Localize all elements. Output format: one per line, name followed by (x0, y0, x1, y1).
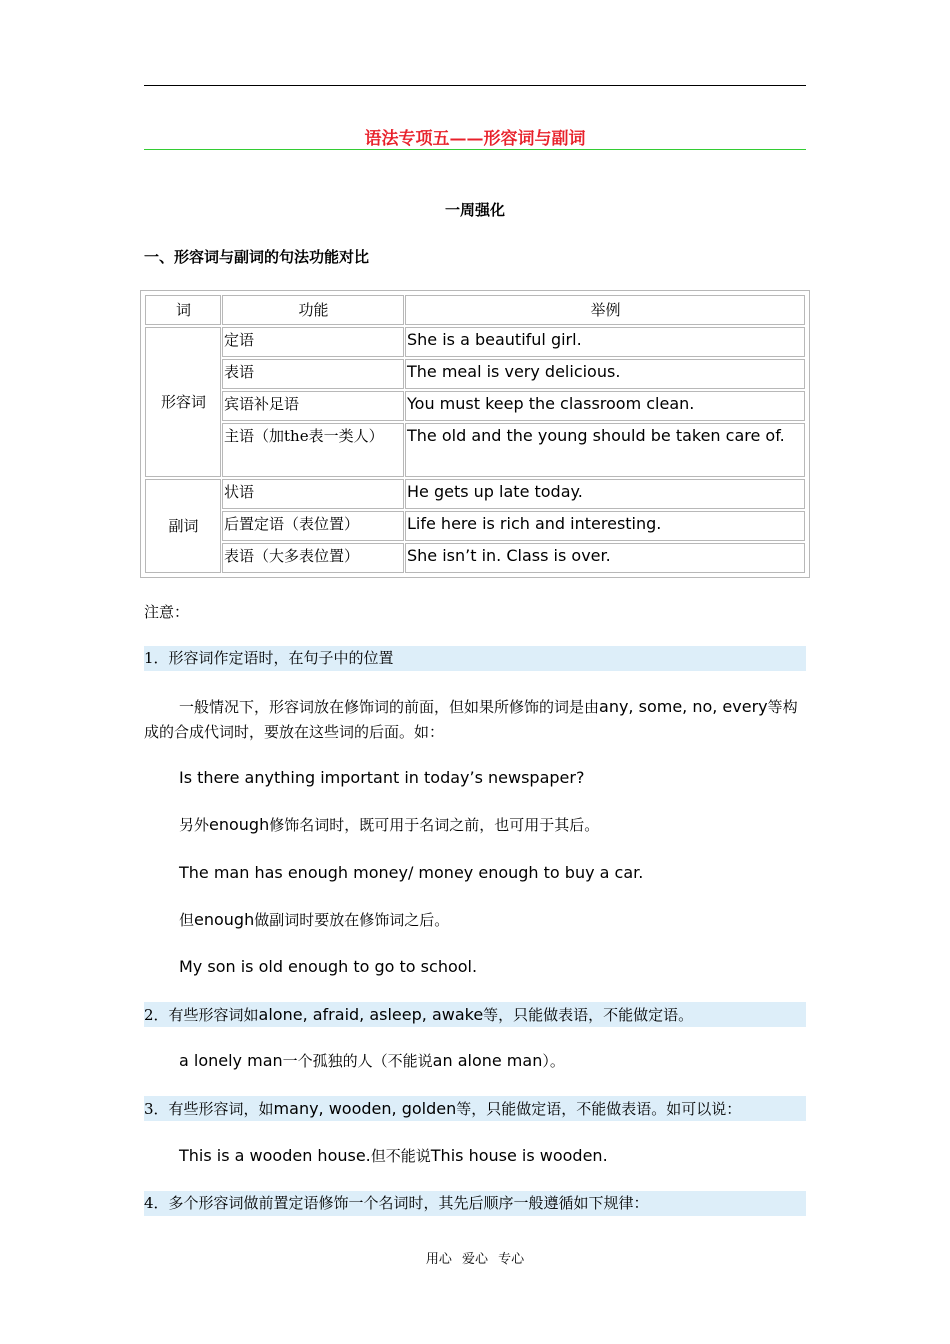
point-1-intro (144, 694, 806, 745)
enough-note (179, 813, 599, 837)
example-cn-d: ）。 (542, 1052, 565, 1070)
enough-text-a: 另外 (179, 816, 210, 834)
example-cell: He gets up late today. (405, 479, 805, 509)
intro-text-b: 等构成的合成代词时，要放在这些词的后面。如： (144, 698, 798, 741)
point-3-text-en: many, wooden, golden (273, 1099, 457, 1118)
example-en-a: a lonely man (179, 1051, 283, 1070)
example-cn-b: 但不能说 (370, 1147, 431, 1165)
point-2-text-en: alone, afraid, asleep, awake (258, 1005, 484, 1024)
point-2-text-b: 等，只能做表语，不能做定语。 (483, 1006, 694, 1024)
enough-text-en: enough (209, 815, 270, 834)
function-cell: 表语 (222, 359, 404, 389)
table-header-word: 词 (145, 295, 221, 325)
subtitle: 一周强化 (444, 201, 505, 219)
point-3-text-a: 3．有些形容词，如 (144, 1100, 274, 1118)
example-sentence: Is there anything important in today’s newspaper? (179, 768, 585, 787)
example-cell: Life here is rich and interesting. (405, 511, 805, 541)
point-2-heading (144, 1002, 806, 1027)
section-heading: 一、形容词与副词的句法功能对比 (144, 248, 370, 266)
point-3-heading (144, 1096, 806, 1121)
function-comparison-table (140, 290, 810, 578)
function-cell: 后置定语（表位置） (222, 511, 404, 541)
adverb-label: 副词 (145, 479, 221, 573)
table-header-function: 功能 (222, 295, 404, 325)
intro-text-en: any, some, no, every (599, 697, 768, 716)
table-header-example: 举例 (405, 295, 805, 325)
example-cell: She isn’t in. Class is over. (405, 543, 805, 573)
example-sentence: My son is old enough to go to school. (179, 957, 478, 976)
function-cell: 表语（大多表位置） (222, 543, 404, 573)
page-footer: 用心 爱心 专心 (425, 1252, 525, 1267)
point-4-heading: 4．多个形容词做前置定语修饰一个名词时，其先后顺序一般遵循如下规律： (144, 1191, 806, 1216)
adjective-label: 形容词 (145, 327, 221, 477)
document-title: 语法专项五——形容词与副词 (364, 129, 586, 149)
function-cell: 宾语补足语 (222, 391, 404, 421)
adv-text-en: enough (194, 910, 255, 929)
example-en-c: an alone man (432, 1051, 543, 1070)
example-en-a: This is a wooden house. (179, 1146, 371, 1165)
adv-text-b: 做副词时要放在修饰词之后。 (254, 911, 450, 929)
function-cell: 主语（加the表一类人） (222, 423, 404, 477)
note-label: 注意： (144, 603, 190, 621)
header-rule (144, 85, 806, 86)
adv-text-a: 但 (179, 911, 195, 929)
enough-text-b: 修饰名词时，既可用于名词之前，也可用于其后。 (269, 816, 600, 834)
point-3-example (179, 1144, 608, 1168)
point-1-heading: 1．形容词作定语时，在句子中的位置 (144, 646, 806, 671)
point-2-text-a: 2．有些形容词如 (144, 1006, 259, 1024)
example-cell: The meal is very delicious. (405, 359, 805, 389)
function-cell: 定语 (222, 327, 404, 357)
enough-adverb-note (179, 908, 449, 932)
title-underline (144, 149, 806, 150)
example-cell: You must keep the classroom clean. (405, 391, 805, 421)
function-cell: 状语 (222, 479, 404, 509)
example-cell: She is a beautiful girl. (405, 327, 805, 357)
point-2-example (179, 1049, 565, 1073)
example-sentence: The man has enough money/ money enough to buy a car. (179, 863, 644, 882)
example-cn-b: 一个孤独的人（不能说 (282, 1052, 433, 1070)
example-cell: The old and the young should be taken care of. (405, 423, 805, 477)
point-3-text-b: 等，只能做定语，不能做表语。如可以说： (456, 1100, 742, 1118)
intro-text-a: 一般情况下，形容词放在修饰词的前面，但如果所修饰的词是由 (179, 698, 600, 716)
example-en-c: This house is wooden. (430, 1146, 608, 1165)
